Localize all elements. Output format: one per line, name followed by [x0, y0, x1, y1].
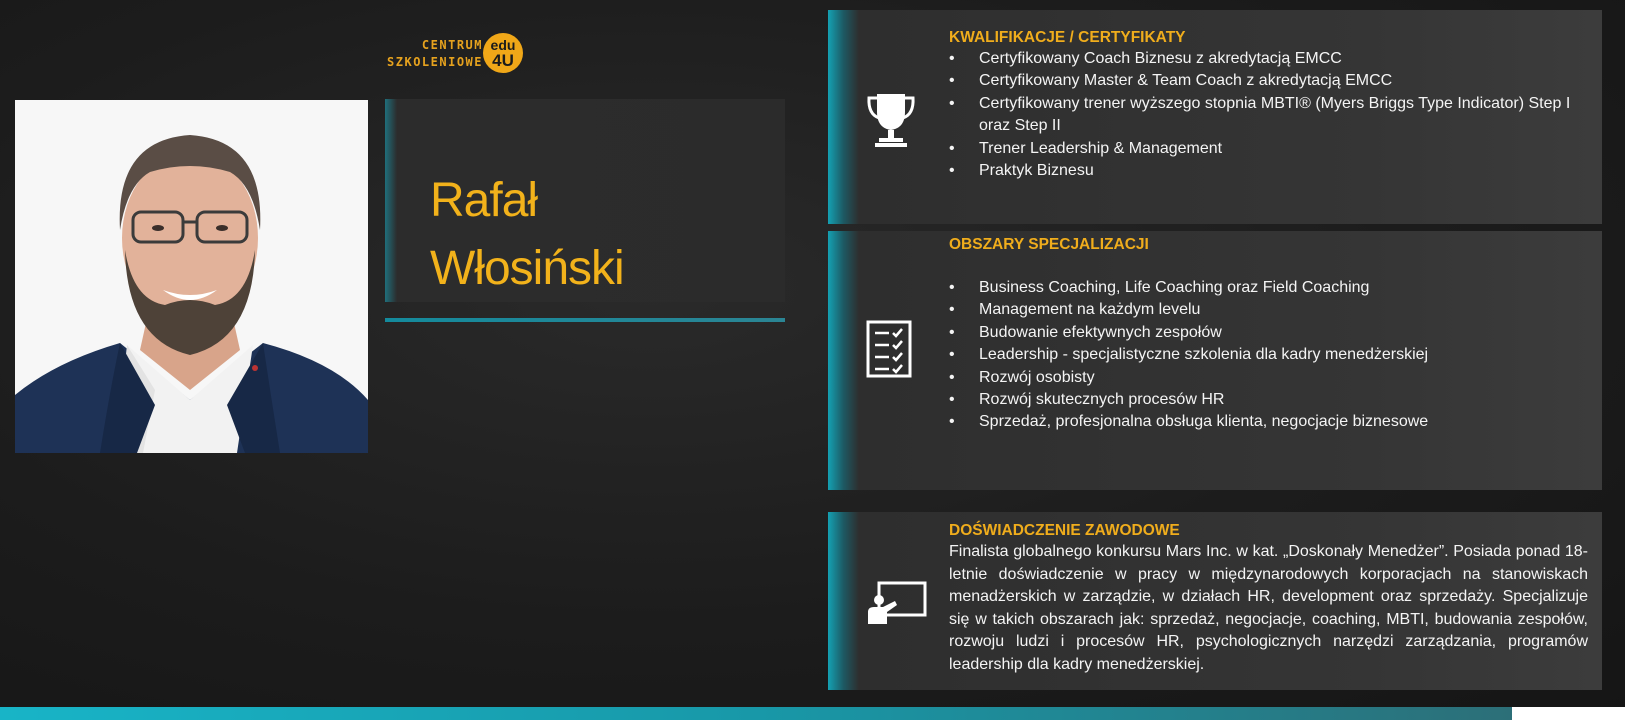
- list-item: • Business Coaching, Life Coaching oraz Field Coaching: [949, 277, 1588, 299]
- qualifications-body: [949, 28, 1588, 182]
- logo-badge-bottom: 4U: [492, 51, 514, 70]
- list-item: • Rozwój osobisty: [949, 367, 1588, 389]
- qualifications-card: [828, 10, 1602, 224]
- list-item: • Trener Leadership & Management: [949, 138, 1588, 160]
- list-item: • Praktyk Biznesu: [949, 160, 1588, 182]
- logo-text: [387, 37, 483, 71]
- specializations-body: [949, 235, 1588, 434]
- list-item: • Leadership - specjalistyczne szkolenia dla kadry menedżerskiej: [949, 344, 1588, 366]
- name-panel: [385, 99, 785, 302]
- name-underline: [385, 318, 785, 322]
- experience-body: [949, 521, 1588, 677]
- specializations-title: OBSZARY SPECJALIZACJI: [949, 236, 1149, 253]
- bottom-accent-bar: [0, 707, 1512, 720]
- qualifications-list: [949, 48, 1588, 182]
- list-item: • Certyfikowany Coach Biznesu z akredytacją EMCC: [949, 48, 1588, 70]
- checklist-icon: [865, 319, 913, 384]
- logo-line-2: SZKOLENIOWE: [387, 55, 483, 69]
- company-logo: [383, 33, 523, 75]
- experience-title: DOŚWIADCZENIE ZAWODOWE: [949, 522, 1180, 539]
- specializations-card: [828, 231, 1602, 490]
- specializations-list: [949, 277, 1588, 434]
- bottom-white-block: [1512, 707, 1625, 720]
- list-item: • Rozwój skutecznych procesów HR: [949, 389, 1588, 411]
- trainer-last-name: Włosiński: [430, 242, 624, 295]
- trophy-icon: [865, 90, 917, 153]
- logo-badge: [483, 33, 523, 73]
- trainer-name: [430, 167, 624, 303]
- portrait-illustration: [15, 100, 368, 453]
- logo-line-1: CENTRUM: [421, 38, 483, 52]
- presentation-board-icon: [865, 580, 929, 631]
- trainer-photo: [15, 100, 368, 453]
- list-item: • Certyfikowany Master & Team Coach z akredytacją EMCC: [949, 70, 1588, 92]
- list-item: • Budowanie efektywnych zespołów: [949, 322, 1588, 344]
- qualifications-title: KWALIFIKACJE / CERTYFIKATY: [949, 29, 1186, 46]
- experience-text: Finalista globalnego konkursu Mars Inc. w kat. „Doskonały Menedżer”. Posiada ponad 18-letnie doświadczenie w pracy w międzynarodowych korporacjach na stanowiskach menadżerskich w zarządzie, w działach HR, development oraz sprzedaży. Specjalizuje się w takich obszarach jak: sprzedaż, negocjacje, coaching, MBTI, budowania zespołów, rozwoju ludzi i procesów HR, psychologicznych narzędzi zarządzania, programów leadership dla kadry menedżerskiej.: [949, 543, 1588, 673]
- experience-card: [828, 512, 1602, 690]
- logo-badge-top: edu: [490, 37, 516, 53]
- list-item: • Certyfikowany trener wyższego stopnia MBTI® (Myers Briggs Type Indicator) Step I oraz Step II: [949, 93, 1588, 138]
- list-item: • Management na każdym levelu: [949, 299, 1588, 321]
- trainer-first-name: Rafał: [430, 174, 538, 227]
- list-item: • Sprzedaż, profesjonalna obsługa klienta, negocjacje biznesowe: [949, 411, 1588, 433]
